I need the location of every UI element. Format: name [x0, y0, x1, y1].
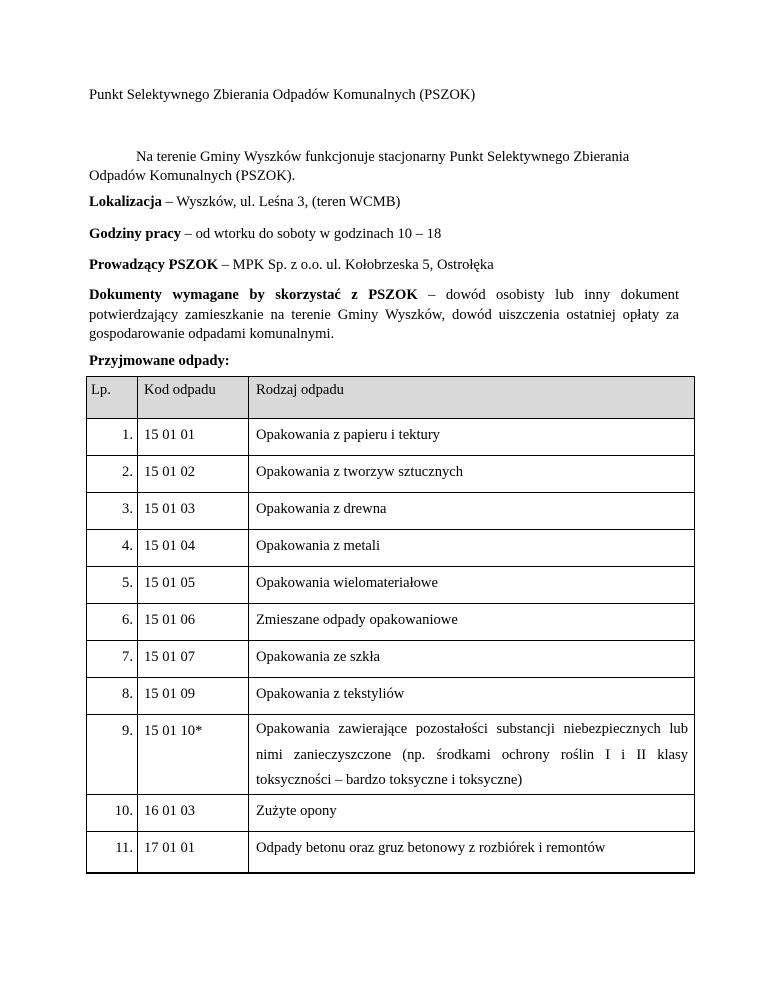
table-header-row [87, 377, 695, 419]
cell-waste-type: Opakowania ze szkła [249, 641, 695, 678]
documents-label: Dokumenty wymagane by skorzystać z PSZOK [89, 287, 418, 303]
documents-paragraph [89, 286, 679, 345]
waste-table [86, 376, 695, 874]
table-row [87, 493, 695, 530]
cell-waste-type: Opakowania wielomateriałowe [249, 567, 695, 604]
cell-waste-type: Opakowania z metali [249, 530, 695, 567]
table-row [87, 794, 695, 831]
operator-label: Prowadzący PSZOK [89, 257, 219, 273]
cell-waste-type: Zmieszane odpady opakowaniowe [249, 604, 695, 641]
cell-waste-type: Opakowania z papieru i tektury [249, 419, 695, 456]
cell-waste-code: 15 01 07 [138, 641, 249, 678]
location-value: – Wyszków, ul. Leśna 3, (teren WCMB) [161, 194, 401, 210]
table-row [87, 831, 695, 873]
cell-waste-code: 15 01 01 [138, 419, 249, 456]
cell-lp: 9. [87, 715, 138, 795]
cell-waste-code: 15 01 03 [138, 493, 249, 530]
table-row [87, 715, 695, 795]
cell-waste-code: 15 01 04 [138, 530, 249, 567]
cell-lp: 8. [87, 678, 138, 715]
cell-waste-code: 15 01 02 [138, 456, 249, 493]
cell-lp: 7. [87, 641, 138, 678]
cell-lp: 10. [87, 794, 138, 831]
table-row [87, 641, 695, 678]
cell-waste-type: Opakowania zawierające pozostałości substancji niebezpiecznych lub nimi zanieczyszczone (np. środkami ochrony roślin I i II klasy toksyczności – bardzo toksyczne i toksyczne) [249, 715, 695, 795]
cell-waste-type: Odpady betonu oraz gruz betonowy z rozbiórek i remontów [249, 831, 695, 873]
cell-lp: 11. [87, 831, 138, 873]
table-row [87, 530, 695, 567]
cell-lp: 2. [87, 456, 138, 493]
table-row [87, 419, 695, 456]
table-row [87, 678, 695, 715]
table-row [87, 567, 695, 604]
cell-lp: 3. [87, 493, 138, 530]
cell-waste-code: 15 01 06 [138, 604, 249, 641]
header-lp: Lp. [87, 377, 138, 419]
documents-value: – dowód osobisty lub inny dokument potwierdzający zamieszkanie na terenie Gminy Wyszków, dowód uiszczenia ostatniej opłaty za gospodarowanie odpadami komunalnymi. [89, 287, 680, 342]
cell-waste-code: 16 01 03 [138, 794, 249, 831]
operator-line [89, 256, 679, 275]
cell-lp: 1. [87, 419, 138, 456]
location-label: Lokalizacja [89, 194, 162, 210]
cell-waste-type: Opakowania z tworzyw sztucznych [249, 456, 695, 493]
cell-waste-code: 15 01 05 [138, 567, 249, 604]
cell-lp: 6. [87, 604, 138, 641]
operator-value: – MPK Sp. z o.o. ul. Kołobrzeska 5, Ostrołęka [218, 257, 494, 273]
cell-waste-code: 15 01 09 [138, 678, 249, 715]
hours-label: Godziny pracy [89, 226, 182, 242]
table-row [87, 604, 695, 641]
cell-waste-type: Opakowania z tekstyliów [249, 678, 695, 715]
location-line [89, 193, 679, 212]
document-title: Punkt Selektywnego Zbierania Odpadów Komunalnych (PSZOK) [89, 87, 476, 103]
table-row [87, 456, 695, 493]
intro-paragraph: Na terenie Gminy Wyszków funkcjonuje stacjonarny Punkt Selektywnego Zbierania Odpadów Komunalnych (PSZOK). [89, 149, 630, 184]
hours-value: – od wtorku do soboty w godzinach 10 – 18 [181, 226, 442, 242]
header-waste-type: Rodzaj odpadu [249, 377, 695, 419]
cell-lp: 5. [87, 567, 138, 604]
cell-waste-code: 17 01 01 [138, 831, 249, 873]
hours-line [89, 225, 679, 244]
cell-lp: 4. [87, 530, 138, 567]
cell-waste-code: 15 01 10* [138, 715, 249, 795]
accepted-waste-heading: Przyjmowane odpady: [89, 353, 230, 369]
header-waste-code: Kod odpadu [138, 377, 249, 419]
cell-waste-type: Zużyte opony [249, 794, 695, 831]
cell-waste-type: Opakowania z drewna [249, 493, 695, 530]
